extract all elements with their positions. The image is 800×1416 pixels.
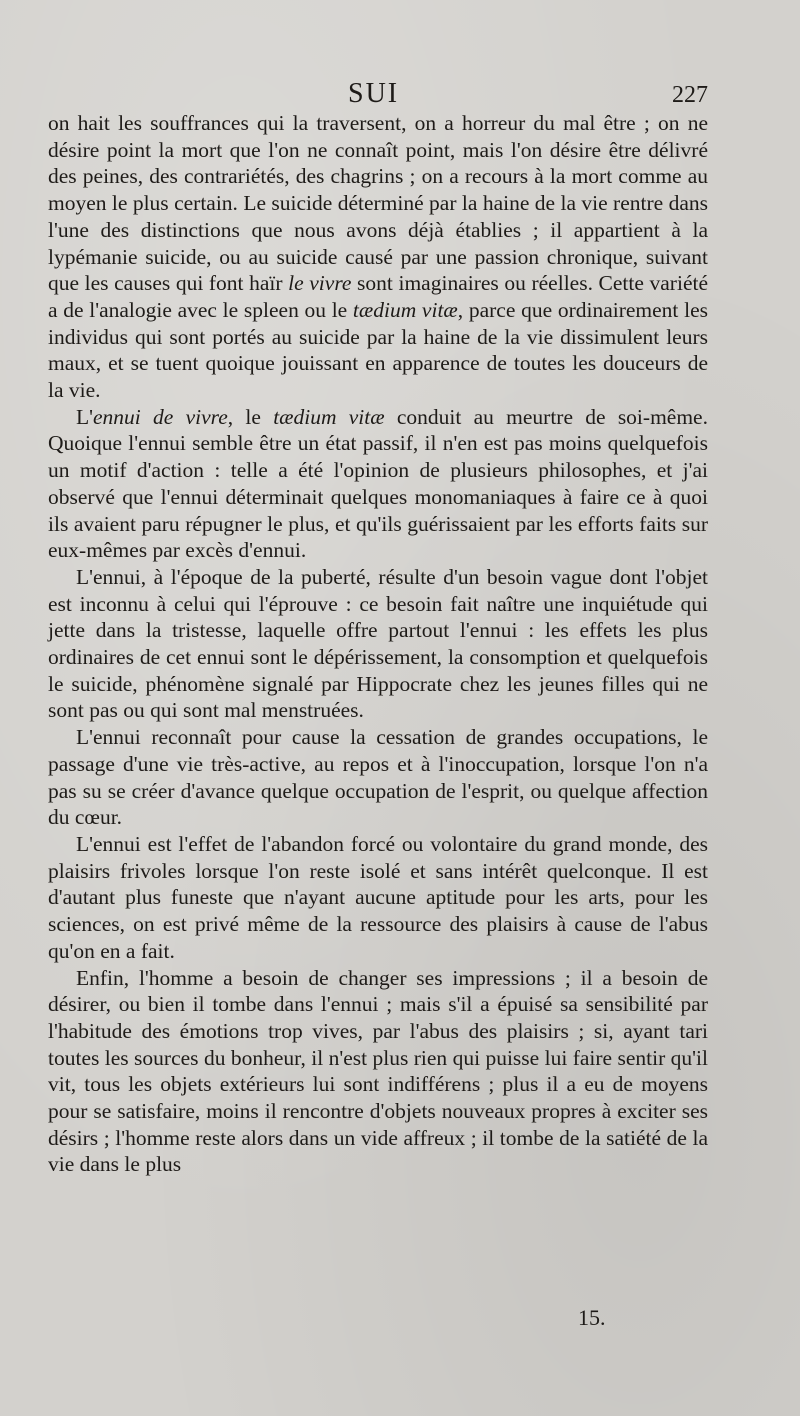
text-segment: on hait les souffrances qui la traversent, on a horreur du mal être ; on ne désire point la mort que l'on ne connaît point, mais l'on désire être délivré des peines, des contrariétés, des chagrins ; on a recours à la mort comme au moyen le plus certain. Le suicide déterminé par la haine de la vie rentre dans l'une des distinctions que nous avons déjà établies ; il appartient à la lypémanie suicide, ou au suicide causé par une passion chronique, suivant que les causes qui font haïr: [48, 111, 708, 296]
paragraph: [48, 404, 708, 564]
text-segment: sont imaginaires ou réelles. Cette variété a de l'analogie avec le spleen ou le: [48, 271, 709, 322]
text-segment: L'ennui reconnaît pour cause la cessation de grandes occupations, le passage d'une vie très-active, au repos et à l'inoccupation, lorsque l'on n'a pas su se créer d'avance quelque occupation de l'esprit, ou quelque affection du cœur.: [48, 725, 708, 830]
text-segment: Enfin, l'homme a besoin de changer ses impressions ; il a besoin de désirer, ou bien il tombe dans l'ennui ; mais s'il a épuisé sa sensibilité par l'habitude des émotions trop vives, par l'abus des plaisirs ; si, ayant tari toutes les sources du bonheur, il n'est plus rien qui puisse lui faire sentir qu'il vit, tous les objets extérieurs lui sont indifférens ; plus il a eu de moyens pour se satisfaire, moins il rencontre d'objets nouveaux propres à exciter ses désirs ; l'homme reste alors dans un vide affreux ; il tombe de la satiété de la vie dans le plus: [48, 965, 708, 1177]
italic-text: le vivre: [288, 271, 352, 296]
paragraph: [48, 564, 708, 724]
italic-text: tædium vitæ: [352, 297, 458, 322]
body-text: [48, 110, 708, 1178]
page-number: 227: [672, 82, 708, 108]
text-segment: L'ennui, à l'époque de la puberté, résulte d'un besoin vague dont l'objet est inconnu à celui qui l'éprouve : ce besoin fait naître une inquiétude qui jette dans la tristesse, laquelle offre partout l'ennui : les effets les plus ordinaires de cet ennui sont le dépérissement, la consomption et quelquefois le suicide, phénomène signalé par Hippocrate chez les jeunes filles qui ne sont pas ou qui sont mal menstruées.: [48, 564, 708, 723]
italic-text: ennui de vivre: [93, 404, 228, 429]
text-segment: L': [76, 404, 94, 429]
paragraph: [48, 110, 708, 404]
text-segment: L'ennui est l'effet de l'abandon forcé ou volontaire du grand monde, des plaisirs frivoles lorsque l'on reste isolé et sans intérêt quelconque. Il est d'autant plus funeste que n'ayant aucune aptitude pour les arts, pour les sciences, on est privé même de la ressource des plaisirs à cause de l'abus qu'on en a fait.: [48, 831, 708, 963]
signature-mark: 15.: [578, 1305, 606, 1330]
paragraph: [48, 724, 708, 831]
paragraph: [48, 965, 708, 1179]
text-segment: , parce que ordinairement les individus qui sont portés au suicide par la haine de la vie dissimulent leurs maux, et se tuent quoique jouissant en apparence de toutes les douceurs de la vie.: [48, 297, 708, 403]
text-segment: , le: [227, 404, 274, 429]
italic-text: tædium vitæ: [273, 404, 385, 429]
running-head: SUI: [348, 78, 400, 109]
paragraph: [48, 831, 708, 965]
text-segment: conduit au meurtre de soi-même. Quoique l'ennui semble être un état passif, il n'en est pas moins quelquefois un motif d'action : telle a été l'opinion de plusieurs philosophes, et j'ai observé que l'ennui déterminait quelques monomaniaques à faire ce à quoi ils avaient paru répugner le plus, et qu'ils guérissaient par les efforts faits sur eux-mêmes par excès d'ennui.: [48, 404, 708, 563]
